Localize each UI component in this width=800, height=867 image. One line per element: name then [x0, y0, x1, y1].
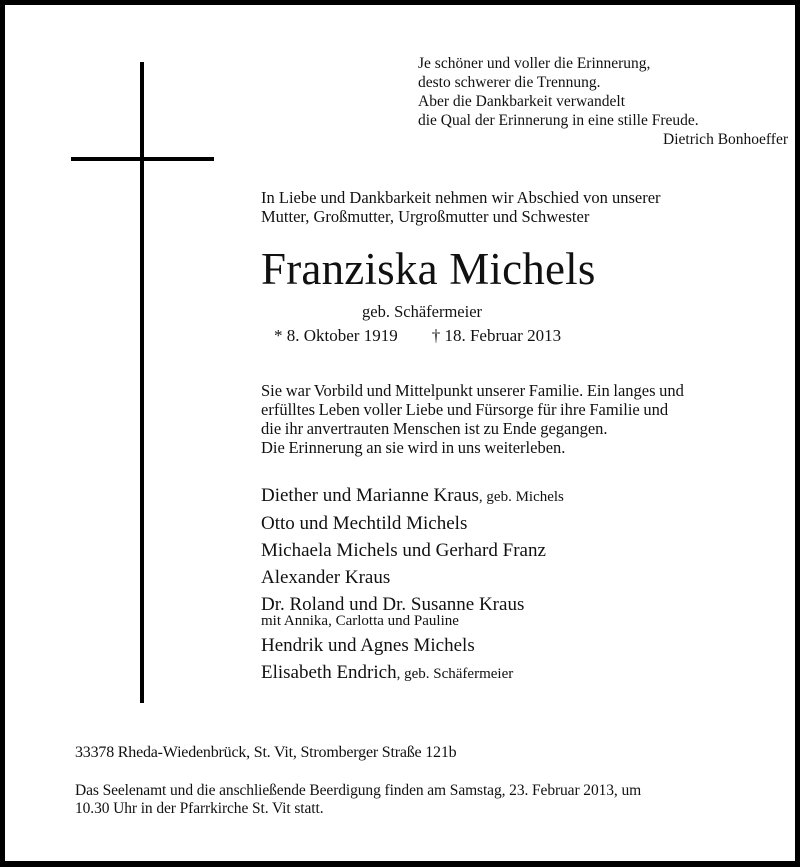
birth-date: * 8. Oktober 1919 — [274, 326, 398, 345]
quote-author: Dietrich Bonhoeffer — [663, 131, 788, 148]
deceased-name: Franziska Michels — [261, 244, 596, 294]
life-dates — [274, 326, 561, 346]
family-address: 33378 Rheda-Wiedenbrück, St. Vit, Stromberger Straße 121b — [75, 744, 457, 761]
quote-line: Aber die Dankbarkeit verwandelt — [418, 93, 626, 110]
mourner-suffix: , geb. Schäfermeier — [396, 666, 514, 682]
intro-line: Mutter, Großmutter, Urgroßmutter und Schwester — [261, 207, 590, 226]
mourner-entry — [261, 663, 564, 684]
mourner-name: Diether und Marianne Kraus — [261, 485, 479, 506]
service-line: 10.30 Uhr in der Pfarrkirche St. Vit statt. — [75, 800, 324, 817]
bonhoeffer-quote — [418, 54, 788, 149]
funeral-service-info — [75, 782, 740, 818]
mourner-entry — [261, 636, 564, 656]
quote-line: Je schöner und voller die Erinnerung, — [418, 55, 651, 72]
tribute-text — [261, 381, 684, 457]
quote-line: die Qual der Erinnerung in eine stille Freude. — [418, 112, 699, 129]
mourner-name: Elisabeth Endrich — [261, 662, 397, 683]
mourner-entry — [261, 541, 564, 561]
service-line: Das Seelenamt und die anschließende Beerdigung finden am Samstag, 23. Februar 2013, um — [75, 782, 642, 799]
mourner-entry — [261, 486, 564, 507]
tribute-line: die ihr anvertrauten Menschen ist zu Ende gegangen. — [261, 419, 608, 438]
death-date: † 18. Februar 2013 — [431, 326, 562, 345]
mourner-name: Alexander Kraus — [261, 567, 391, 588]
mourner-name: Hendrik und Agnes Michels — [261, 635, 475, 656]
mourner-entry — [261, 514, 564, 534]
mourner-name: Dr. Roland und Dr. Susanne Kraus — [261, 594, 525, 615]
mourner-entry — [261, 568, 564, 588]
mourner-children: mit Annika, Carlotta und Pauline — [261, 613, 459, 629]
tribute-line: erfülltes Leben voller Liebe und Fürsorge für ihre Familie und — [261, 400, 669, 419]
mourner-suffix: , geb. Michels — [478, 489, 564, 505]
cross-icon-horizontal — [71, 157, 214, 161]
mourners-list — [261, 486, 564, 691]
mourner-entry — [261, 595, 564, 629]
quote-line: desto schwerer die Trennung. — [418, 74, 601, 91]
mourner-name: Michaela Michels und Gerhard Franz — [261, 540, 546, 561]
mourner-name: Otto und Mechtild Michels — [261, 513, 468, 534]
farewell-intro — [261, 188, 661, 226]
tribute-line: Die Erinnerung an sie wird in uns weiterleben. — [261, 438, 566, 457]
intro-line: In Liebe und Dankbarkeit nehmen wir Abschied von unserer — [261, 188, 661, 207]
maiden-name: geb. Schäfermeier — [362, 302, 483, 321]
tribute-line: Sie war Vorbild und Mittelpunkt unserer Familie. Ein langes und — [261, 381, 684, 400]
